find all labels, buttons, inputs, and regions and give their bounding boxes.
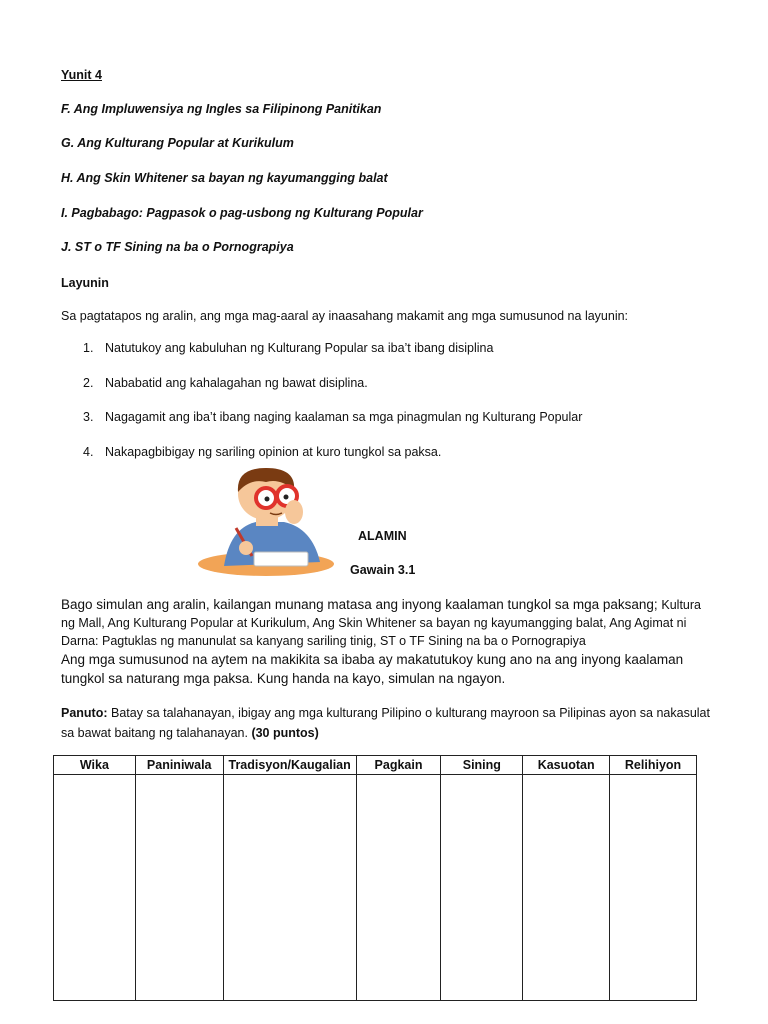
objective-number: 1. <box>83 341 94 355</box>
intro-paragraph-2: Ang mga sumusunod na aytem na makikita sa ibaba ay makatutukoy kung ano na ang inyong kaalaman tungkol sa naturang mga paksa. Kung handa na kayo, simulan na ngayon. <box>61 652 684 686</box>
instructions-text: Batay sa talahanayan, ibigay ang mga kulturang Pilipino o kulturang mayroon sa Pilipinas ayon sa nakasulat sa bawat baitang ng talahanayan. <box>61 706 710 740</box>
objectives-heading: Layunin <box>61 276 109 290</box>
intro-part-1: Bago simulan ang aralin, kailangan munang matasa ang inyong kaalaman tungkol sa mga paksang; <box>61 597 662 612</box>
column-header-relihiyon: Relihiyon <box>610 756 697 775</box>
column-header-sining: Sining <box>441 756 523 775</box>
paper <box>254 552 308 566</box>
answer-cell-wika[interactable] <box>54 775 136 1001</box>
objective-item <box>61 410 582 445</box>
activity-label: Gawain 3.1 <box>350 563 416 577</box>
instructions <box>61 703 711 743</box>
objective-number: 4. <box>83 444 94 459</box>
unit-title: Yunit 4 <box>61 68 102 82</box>
answer-cell-relihiyon[interactable] <box>610 775 697 1001</box>
instructions-label: Panuto: <box>61 706 108 720</box>
thinking-student-illustration <box>196 466 336 578</box>
eye-right <box>284 495 289 500</box>
instructions-points: (30 puntos) <box>251 726 319 740</box>
answer-cell-tradisyon[interactable] <box>223 775 356 1001</box>
column-header-wika: Wika <box>54 756 136 775</box>
objectives-list <box>61 341 582 479</box>
objective-number: 3. <box>83 410 94 424</box>
topic-f: F. Ang Impluwensiya ng Ingles sa Filipinong Panitikan <box>61 102 382 116</box>
intro-part-2: Kultura ng Mall, Ang Kulturang Popular at Kurikulum, Ang Skin Whitener sa bayan ng kayumangging balat, Ang Agimat ni Darna: Pagtuklas ng manunulat sa kanyang sariling tinig, ST o TF Sining na ba o Pornograpiya <box>61 598 701 648</box>
column-header-tradisyon: Tradisyon/Kaugalian <box>223 756 356 775</box>
objective-text: Nakapagbibigay ng sariling opinion at kuro tungkol sa paksa. <box>105 444 442 459</box>
answer-cell-sining[interactable] <box>441 775 523 1001</box>
objective-item <box>61 376 582 411</box>
eye-left <box>265 497 270 502</box>
section-label: ALAMIN <box>358 529 407 543</box>
topic-j: J. ST o TF Sining na ba o Pornograpiya <box>61 240 294 254</box>
column-header-pagkain: Pagkain <box>356 756 441 775</box>
objectives-intro: Sa pagtatapos ng aralin, ang mga mag-aaral ay inaasahang makamit ang mga sumusunod na layunin: <box>61 309 629 323</box>
culture-table <box>53 755 697 1001</box>
answer-cell-paniniwala[interactable] <box>135 775 223 1001</box>
topic-g: G. Ang Kulturang Popular at Kurikulum <box>61 136 294 150</box>
topic-h: H. Ang Skin Whitener sa bayan ng kayumangging balat <box>61 171 388 185</box>
hand-on-cheek <box>285 500 303 524</box>
table-row <box>54 775 697 1001</box>
topic-i: I. Pagbabago: Pagpasok o pag-usbong ng Kulturang Popular <box>61 206 423 220</box>
answer-cell-pagkain[interactable] <box>356 775 441 1001</box>
objective-text: Nababatid ang kahalagahan ng bawat disiplina. <box>105 375 368 390</box>
objective-text: Natutukoy ang kabuluhan ng Kulturang Popular sa iba’t ibang disiplina <box>105 341 494 355</box>
objective-text: Nagagamit ang iba’t ibang naging kaalaman sa mga pinagmulan ng Kulturang Popular <box>105 410 583 424</box>
objective-item <box>61 341 582 376</box>
intro-paragraph <box>61 596 711 650</box>
table-header-row <box>54 756 697 775</box>
objective-number: 2. <box>83 375 94 390</box>
writing-hand <box>239 541 253 555</box>
answer-cell-kasuotan[interactable] <box>523 775 610 1001</box>
column-header-kasuotan: Kasuotan <box>523 756 610 775</box>
column-header-paniniwala: Paniniwala <box>135 756 223 775</box>
